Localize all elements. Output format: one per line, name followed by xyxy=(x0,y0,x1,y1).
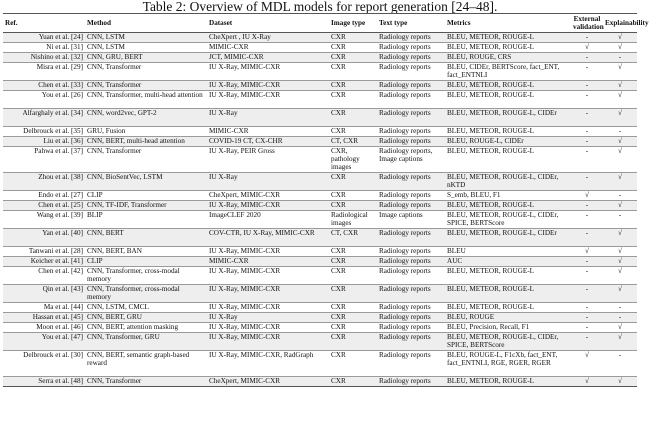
image-type-cell: CXR xyxy=(329,351,377,377)
method-cell: CNN, LSTM xyxy=(85,33,207,43)
metrics-cell: BLEU, ROUGE xyxy=(445,313,571,323)
explainability-cell: √ xyxy=(603,81,637,91)
table-row xyxy=(3,285,637,303)
explainability-cell: √ xyxy=(603,201,637,211)
metrics-cell: BLEU, METEOR, ROUGE-L, CIDEr, nKTD xyxy=(445,173,571,191)
explainability-cell: √ xyxy=(603,173,637,191)
metrics-cell: BLEU, ROUGE-L, CIDEr xyxy=(445,137,571,147)
ref-cell: Liu et al. [36] xyxy=(3,137,85,147)
external-validation-cell: - xyxy=(571,147,603,173)
method-cell: GRU, Fusion xyxy=(85,127,207,137)
method-cell: CNN, LSTM xyxy=(85,43,207,53)
image-type-cell: CXR xyxy=(329,81,377,91)
external-validation-cell: - xyxy=(571,91,603,109)
ref-cell: Zhou et al. [38] xyxy=(3,173,85,191)
explainability-cell: √ xyxy=(603,137,637,147)
metrics-cell: BLEU, METEOR, ROUGE-L, CIDEr, SPICE, BERTScore xyxy=(445,333,571,351)
external-validation-cell: - xyxy=(571,173,603,191)
text-type-cell: Radiology reports xyxy=(377,191,445,201)
method-cell: CLIP xyxy=(85,191,207,201)
dataset-cell: IU X-Ray, MIMIC-CXR, RadGraph xyxy=(207,351,329,377)
text-type-cell: Radiology reports xyxy=(377,247,445,257)
metrics-cell: BLEU, METEOR, ROUGE-L xyxy=(445,43,571,53)
image-type-cell: CXR xyxy=(329,33,377,43)
text-type-cell: Radiology reports xyxy=(377,257,445,267)
table-row xyxy=(3,109,637,127)
table-row xyxy=(3,53,637,63)
text-type-cell: Radiology reports xyxy=(377,333,445,351)
col-explainability: Explainability xyxy=(603,14,637,33)
method-cell: BLIP xyxy=(85,211,207,229)
explainability-cell: √ xyxy=(603,267,637,285)
dataset-cell: COVID-19 CT, CX-CHR xyxy=(207,137,329,147)
ref-cell: Pahwa et al. [37] xyxy=(3,147,85,173)
explainability-cell: - xyxy=(603,53,637,63)
table-row xyxy=(3,63,637,81)
explainability-cell: √ xyxy=(603,377,637,387)
image-type-cell: CXR xyxy=(329,247,377,257)
external-validation-cell: - xyxy=(571,33,603,43)
explainability-cell: √ xyxy=(603,109,637,127)
ref-cell: Delbrouck et al. [35] xyxy=(3,127,85,137)
metrics-cell: BLEU, ROUGE, CRS xyxy=(445,53,571,63)
external-validation-cell: - xyxy=(571,211,603,229)
explainability-cell: √ xyxy=(603,43,637,53)
method-cell: CNN, Transformer xyxy=(85,81,207,91)
explainability-cell: √ xyxy=(603,229,637,247)
external-validation-cell: - xyxy=(571,53,603,63)
table-row xyxy=(3,303,637,313)
metrics-cell: BLEU, METEOR, ROUGE-L xyxy=(445,81,571,91)
method-cell: CNN, word2vec, GPT-2 xyxy=(85,109,207,127)
table-row xyxy=(3,43,637,53)
external-validation-cell: - xyxy=(571,267,603,285)
text-type-cell: Radiology reports xyxy=(377,33,445,43)
ref-cell: Moon et al. [46] xyxy=(3,323,85,333)
report-generation-table xyxy=(3,13,649,387)
external-validation-cell: - xyxy=(571,285,603,303)
external-validation-cell: - xyxy=(571,257,603,267)
method-cell: CNN, Transformer, cross-modal memory xyxy=(85,285,207,303)
dataset-cell: COV-CTR, IU X-Ray, MIMIC-CXR xyxy=(207,229,329,247)
method-cell: CNN, BERT, BAN xyxy=(85,247,207,257)
metrics-cell: BLEU, METEOR, ROUGE-L xyxy=(445,303,571,313)
dataset-cell: CheXpert , IU X-Ray xyxy=(207,33,329,43)
text-type-cell: Radiology reports xyxy=(377,201,445,211)
image-type-cell: CXR xyxy=(329,191,377,201)
method-cell: CNN, BERT, multi-head attention xyxy=(85,137,207,147)
table-row xyxy=(3,201,637,211)
external-validation-cell: √ xyxy=(571,247,603,257)
text-type-cell: Radiology reports xyxy=(377,285,445,303)
ref-cell: Chen et al. [25] xyxy=(3,201,85,211)
table-caption: Table 2: Overview of MDL models for report generation [24–48]. xyxy=(142,0,498,14)
method-cell: CNN, Transformer, multi-head attention xyxy=(85,91,207,109)
method-cell: CNN, Transformer, GRU xyxy=(85,333,207,351)
metrics-cell: BLEU, METEOR, ROUGE-L xyxy=(445,127,571,137)
explainability-cell: - xyxy=(603,313,637,323)
method-cell: CNN, LSTM, CMCL xyxy=(85,303,207,313)
col-metrics: Metrics xyxy=(445,14,571,33)
table-row xyxy=(3,323,637,333)
explainability-cell: √ xyxy=(603,257,637,267)
method-cell: CNN, BERT xyxy=(85,229,207,247)
table-row xyxy=(3,351,637,377)
metrics-cell: BLEU, METEOR, ROUGE-L xyxy=(445,201,571,211)
dataset-cell: IU X-Ray xyxy=(207,313,329,323)
external-validation-cell: - xyxy=(571,137,603,147)
method-cell: CLIP xyxy=(85,257,207,267)
method-cell: CNN, BERT, GRU xyxy=(85,313,207,323)
dataset-cell: MIMIC-CXR xyxy=(207,127,329,137)
dataset-cell: IU X-Ray, MIMIC-CXR xyxy=(207,267,329,285)
external-validation-cell: - xyxy=(571,109,603,127)
table-row xyxy=(3,257,637,267)
explainability-cell: √ xyxy=(603,147,637,173)
image-type-cell: CXR, pathology images xyxy=(329,147,377,173)
method-cell: CNN, GRU, BERT xyxy=(85,53,207,63)
table-row xyxy=(3,81,637,91)
dataset-cell: ImageCLEF 2020 xyxy=(207,211,329,229)
text-type-cell: Radiology reports xyxy=(377,229,445,247)
ref-cell: Hassan et al. [45] xyxy=(3,313,85,323)
table-row xyxy=(3,191,637,201)
method-cell: CNN, BERT, semantic graph-based reward xyxy=(85,351,207,377)
external-validation-cell: - xyxy=(571,63,603,81)
external-validation-cell: √ xyxy=(571,191,603,201)
explainability-cell: √ xyxy=(603,247,637,257)
col-dataset: Dataset xyxy=(207,14,329,33)
ref-cell: Delbrouck et al. [30] xyxy=(3,351,85,377)
image-type-cell: CXR xyxy=(329,285,377,303)
image-type-cell: CXR xyxy=(329,53,377,63)
dataset-cell: MIMIC-CXR xyxy=(207,257,329,267)
table-row xyxy=(3,33,637,43)
image-type-cell: CT, CXR xyxy=(329,137,377,147)
table-row xyxy=(3,333,637,351)
explainability-cell: √ xyxy=(603,323,637,333)
table-row xyxy=(3,229,637,247)
text-type-cell: Radiology reports xyxy=(377,173,445,191)
text-type-cell: Radiology reports xyxy=(377,91,445,109)
ref-cell: Serra et al. [48] xyxy=(3,377,85,387)
dataset-cell: IU X-Ray, MIMIC-CXR xyxy=(207,91,329,109)
dataset-cell: IU X-Ray, MIMIC-CXR xyxy=(207,81,329,91)
metrics-cell: BLEU, METEOR, ROUGE-L, CIDEr, SPICE, BERTScore xyxy=(445,211,571,229)
text-type-cell: Radiology reports xyxy=(377,127,445,137)
explainability-cell: √ xyxy=(603,91,637,109)
metrics-cell: BLEU, CIDEr, BERTScore, fact_ENT, fact_ENTNLI xyxy=(445,63,571,81)
method-cell: CNN, BERT, attention masking xyxy=(85,323,207,333)
explainability-cell: √ xyxy=(603,333,637,351)
image-type-cell: CXR xyxy=(329,201,377,211)
dataset-cell: IU X-Ray xyxy=(207,109,329,127)
method-cell: CNN, Transformer, cross-modal memory xyxy=(85,267,207,285)
explainability-cell: √ xyxy=(603,33,637,43)
ref-cell: Nishino et al. [32] xyxy=(3,53,85,63)
table-row xyxy=(3,173,637,191)
explainability-cell: - xyxy=(603,127,637,137)
method-cell: CNN, Transformer xyxy=(85,377,207,387)
explainability-cell: √ xyxy=(603,63,637,81)
image-type-cell: CXR xyxy=(329,127,377,137)
dataset-cell: IU X-Ray xyxy=(207,173,329,191)
text-type-cell: Radiology reports xyxy=(377,323,445,333)
ref-cell: Chen et al. [33] xyxy=(3,81,85,91)
metrics-cell: BLEU, METEOR, ROUGE-L xyxy=(445,147,571,173)
dataset-cell: IU X-Ray, MIMIC-CXR xyxy=(207,285,329,303)
table-row xyxy=(3,91,637,109)
ref-cell: You et al. [47] xyxy=(3,333,85,351)
ref-cell: Yan et al. [40] xyxy=(3,229,85,247)
dataset-cell: IU X-Ray, MIMIC-CXR xyxy=(207,201,329,211)
table-row xyxy=(3,147,637,173)
ref-cell: Yuan et al. [24] xyxy=(3,33,85,43)
metrics-cell: BLEU, Precision, Recall, F1 xyxy=(445,323,571,333)
metrics-cell: BLEU, METEOR, ROUGE-L, CIDEr xyxy=(445,109,571,127)
text-type-cell: Radiology reports xyxy=(377,351,445,377)
table-row xyxy=(3,127,637,137)
external-validation-cell: - xyxy=(571,127,603,137)
image-type-cell: CT, CXR xyxy=(329,229,377,247)
image-type-cell: CXR xyxy=(329,91,377,109)
table-row xyxy=(3,247,637,257)
metrics-cell: BLEU, METEOR, ROUGE-L xyxy=(445,377,571,387)
method-cell: CNN, Transformer xyxy=(85,147,207,173)
text-type-cell: Radiology reports xyxy=(377,137,445,147)
text-type-cell: Radiology reports xyxy=(377,313,445,323)
explainability-cell: - xyxy=(603,211,637,229)
image-type-cell: CXR xyxy=(329,303,377,313)
external-validation-cell: - xyxy=(571,201,603,211)
text-type-cell: Radiology reports xyxy=(377,267,445,285)
method-cell: CNN, BioSentVec, LSTM xyxy=(85,173,207,191)
table-row xyxy=(3,137,637,147)
metrics-cell: BLEU xyxy=(445,247,571,257)
external-validation-cell: - xyxy=(571,81,603,91)
dataset-cell: IU X-Ray, MIMIC-CXR xyxy=(207,247,329,257)
dataset-cell: IU X-Ray, MIMIC-CXR xyxy=(207,303,329,313)
metrics-cell: BLEU, METEOR, ROUGE-L xyxy=(445,33,571,43)
image-type-cell: CXR xyxy=(329,313,377,323)
header-row xyxy=(3,14,637,33)
col-image-type: Image type xyxy=(329,14,377,33)
ref-cell: Alfarghaly et al. [34] xyxy=(3,109,85,127)
text-type-cell: Image captions xyxy=(377,211,445,229)
image-type-cell: CXR xyxy=(329,109,377,127)
text-type-cell: Radiology reports xyxy=(377,377,445,387)
image-type-cell: CXR xyxy=(329,323,377,333)
text-type-cell: Radiology reports, Image captions xyxy=(377,147,445,173)
external-validation-cell: √ xyxy=(571,351,603,377)
external-validation-cell: √ xyxy=(571,377,603,387)
external-validation-cell: - xyxy=(571,303,603,313)
ref-cell: Qin et al. [43] xyxy=(3,285,85,303)
image-type-cell: CXR xyxy=(329,377,377,387)
image-type-cell: CXR xyxy=(329,43,377,53)
table-row xyxy=(3,313,637,323)
ref-cell: Wang et al. [39] xyxy=(3,211,85,229)
text-type-cell: Radiology reports xyxy=(377,43,445,53)
image-type-cell: CXR xyxy=(329,63,377,81)
method-cell: CNN, TF-IDF, Transformer xyxy=(85,201,207,211)
image-type-cell: CXR xyxy=(329,173,377,191)
ref-cell: Ma et al. [44] xyxy=(3,303,85,313)
dataset-cell: CheXpert, MIMIC-CXR xyxy=(207,377,329,387)
explainability-cell: - xyxy=(603,351,637,377)
ref-cell: Ni et al. [31] xyxy=(3,43,85,53)
metrics-cell: BLEU, METEOR, ROUGE-L xyxy=(445,285,571,303)
ref-cell: Endo et al. [27] xyxy=(3,191,85,201)
dataset-cell: IU X-Ray, MIMIC-CXR xyxy=(207,63,329,81)
table-row xyxy=(3,211,637,229)
col-external-validation: External validation xyxy=(573,15,604,31)
external-validation-cell: - xyxy=(571,313,603,323)
image-type-cell: Radiological images xyxy=(329,211,377,229)
table-body xyxy=(3,33,637,387)
dataset-cell: IU X-Ray, PEIR Gross xyxy=(207,147,329,173)
explainability-cell: - xyxy=(603,303,637,313)
image-type-cell: CXR xyxy=(329,267,377,285)
dataset-cell: IU X-Ray, MIMIC-CXR xyxy=(207,323,329,333)
dataset-cell: JCT, MIMIC-CXR xyxy=(207,53,329,63)
col-text-type: Text type xyxy=(377,14,445,33)
image-type-cell: CXR xyxy=(329,257,377,267)
explainability-cell: - xyxy=(603,191,637,201)
metrics-cell: AUC xyxy=(445,257,571,267)
external-validation-cell: - xyxy=(571,323,603,333)
method-cell: CNN, Transformer xyxy=(85,63,207,81)
table-row xyxy=(3,267,637,285)
metrics-cell: BLEU, ROUGE-L, F1cXb, fact_ENT, fact_ENTNLI, RGE, RGER, RGER xyxy=(445,351,571,377)
text-type-cell: Radiology reports xyxy=(377,81,445,91)
table-row xyxy=(3,377,637,387)
ref-cell: Chen et al. [42] xyxy=(3,267,85,285)
external-validation-cell: √ xyxy=(571,43,603,53)
ref-cell: Misra et al. [29] xyxy=(3,63,85,81)
dataset-cell: CheXpert, MIMIC-CXR xyxy=(207,191,329,201)
metrics-cell: BLEU, METEOR, ROUGE-L, CIDEr xyxy=(445,229,571,247)
ref-cell: Tanwani et al. [28] xyxy=(3,247,85,257)
col-method: Method xyxy=(85,14,207,33)
dataset-cell: IU X-Ray, MIMIC-CXR xyxy=(207,333,329,351)
col-ref: Ref. xyxy=(3,14,85,33)
external-validation-cell: - xyxy=(571,229,603,247)
ref-cell: You et al. [26] xyxy=(3,91,85,109)
explainability-cell: √ xyxy=(603,285,637,303)
text-type-cell: Radiology reports xyxy=(377,109,445,127)
image-type-cell: CXR xyxy=(329,333,377,351)
dataset-cell: MIMIC-CXR xyxy=(207,43,329,53)
external-validation-cell: - xyxy=(571,333,603,351)
metrics-cell: BLEU, METEOR, ROUGE-L xyxy=(445,91,571,109)
text-type-cell: Radiology reports xyxy=(377,63,445,81)
metrics-cell: BLEU, METEOR, ROUGE-L xyxy=(445,267,571,285)
text-type-cell: Radiology reports xyxy=(377,53,445,63)
metrics-cell: S_emb, BLEU, F1 xyxy=(445,191,571,201)
text-type-cell: Radiology reports xyxy=(377,303,445,313)
ref-cell: Keicher et al. [41] xyxy=(3,257,85,267)
